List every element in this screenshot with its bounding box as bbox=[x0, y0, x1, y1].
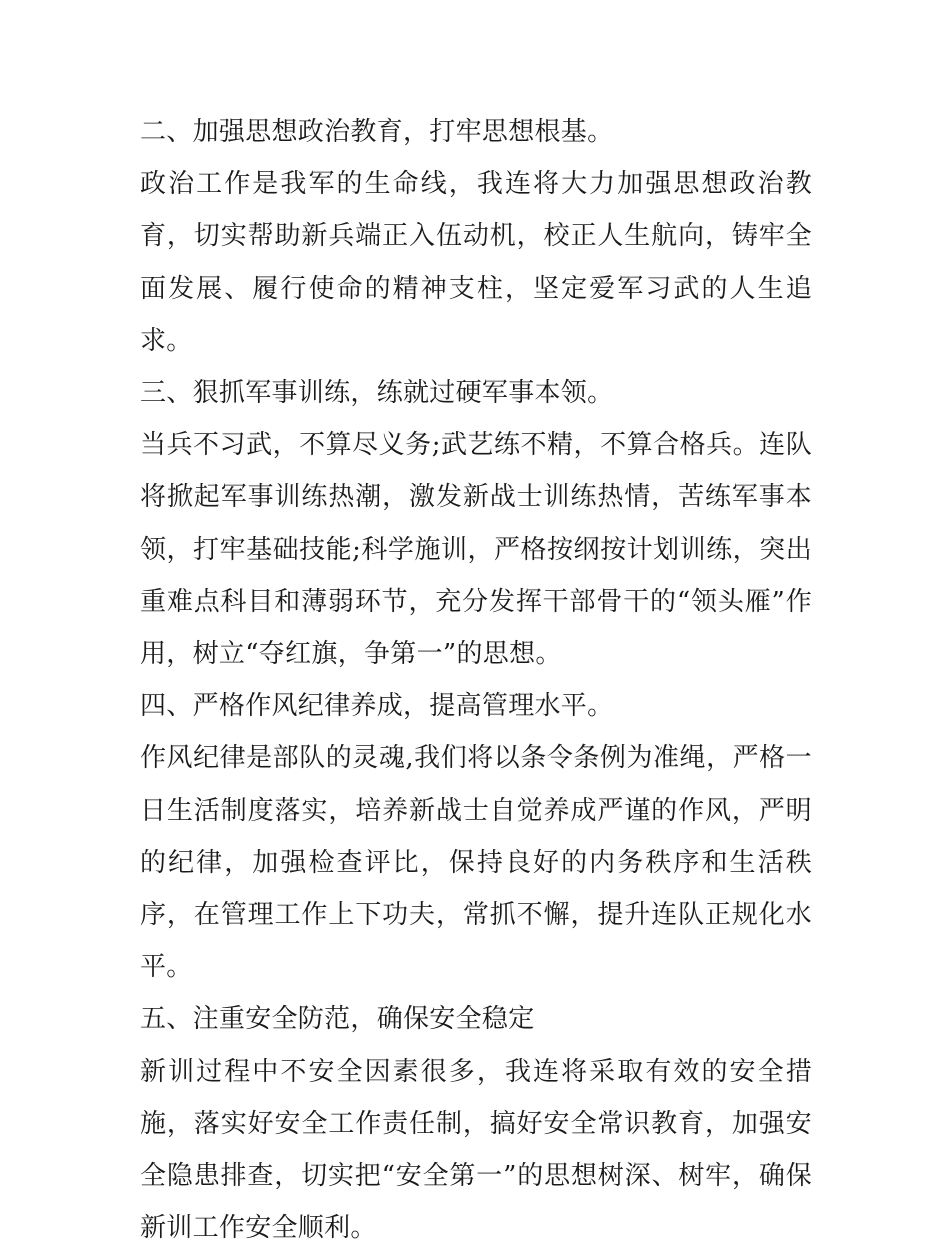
section-heading-2: 二、加强思想政治教育，打牢思想根基。 bbox=[140, 117, 614, 147]
section-heading-3: 三、狠抓军事训练，练就过硬军事本领。 bbox=[140, 378, 614, 409]
section-heading-4: 四、严格作风纪律养成，提高管理水平。 bbox=[140, 691, 614, 722]
body-paragraph-military-training: 当兵不习武，不算尽义务;武艺练不精，不算合格兵。连队将掀起军事训练热潮，激发新战士训练热情，苦练军事本领，打牢基础技能;科学施训，严格按纲按计划训练，突出重难点科目和薄弱环节，充分发挥干部骨干的“领头雁”作用，树立“夺红旗，争第一”的思想。 bbox=[140, 430, 812, 670]
document-body bbox=[140, 106, 812, 1254]
body-paragraph-discipline: 作风纪律是部队的灵魂,我们将以条令条例为准绳，严格一日生活制度落实，培养新战士自觉养成严谨的作风，严明的纪律，加强检查评比，保持良好的内务秩序和生活秩序，在管理工作上下功夫，常抓不懈，提升连队正规化水平。 bbox=[140, 743, 812, 983]
body-paragraph-political-work: 政治工作是我军的生命线，我连将大力加强思想政治教育，切实帮助新兵端正入伍动机，校正人生航向，铸牢全面发展、履行使命的精神支柱，坚定爱军习武的人生追求。 bbox=[140, 169, 812, 356]
body-paragraph-safety: 新训过程中不安全因素很多，我连将采取有效的安全措施，落实好安全工作责任制，搞好安全常识教育，加强安全隐患排查，切实把“安全第一”的思想树深、树牢，确保新训工作安全顺利。 bbox=[140, 1056, 812, 1244]
section-heading-5: 五、注重安全防范，确保安全稳定 bbox=[140, 1004, 535, 1035]
